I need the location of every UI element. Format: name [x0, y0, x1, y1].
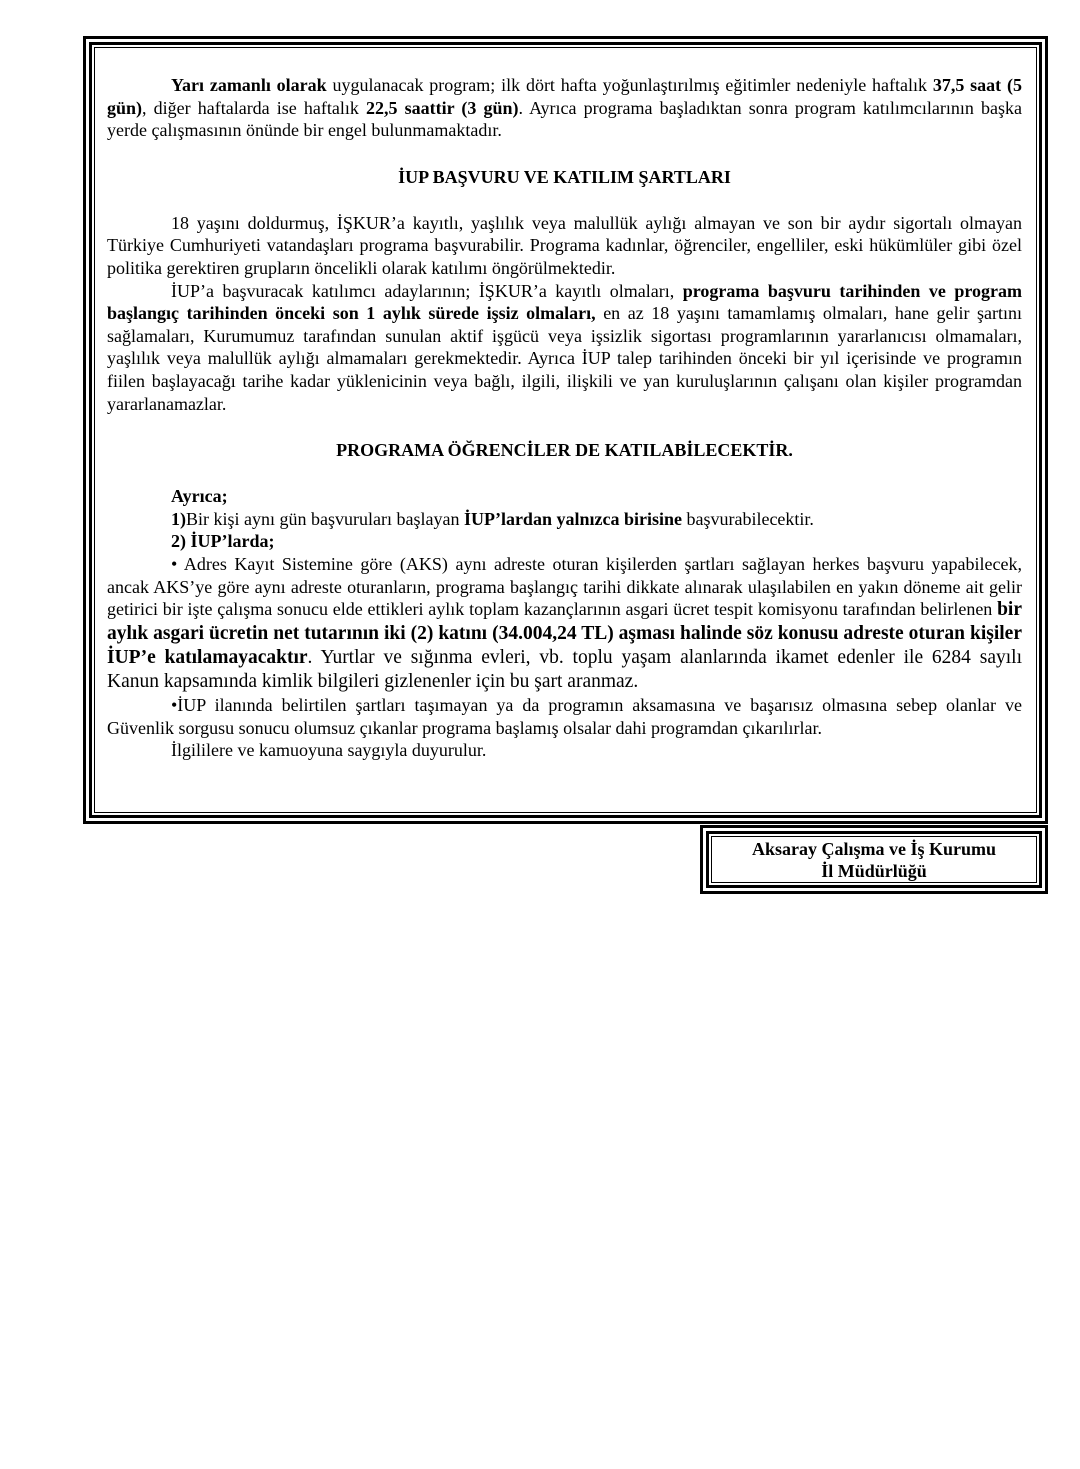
text-segment: • Adres Kayıt Sistemine göre (AKS) aynı adreste oturan kişilerden şartları sağlayan herkes başvuru yapabilecek, ancak AKS’ye göre aynı adreste oturanların, programa başlangıç tarihi dikkate alınarak ulaşılabilen en yakın döneme ait gelir getirici bir işte çalışma sonucu elde ettikleri aylık toplam kazançlarının asgari ücret tespit komisyonu tarafından belirlenen — [107, 553, 1022, 620]
working-hours-paragraph — [107, 74, 1022, 142]
aks-bullet — [107, 553, 1022, 694]
closing-line: İlgililere ve kamuoyuna saygıyla duyurulur. — [171, 740, 487, 761]
text-segment: . Ayrıca programa başladıktan sonra program katılımcılarının başka yerde çalışmasının önünde bir engel bulunmamaktadır. — [107, 97, 1023, 141]
signature-content — [711, 836, 1037, 883]
bold-hours-37: 37,5 saat (5 gün) — [107, 75, 1023, 118]
signature-line-1: Aksaray Çalışma ve İş Kurumu — [751, 838, 997, 859]
text-segment: uygulanacak program; ilk dört hafta yoğunlaştırılmış eğitimler nedeniyle haftalık — [326, 75, 933, 95]
bold-hours-22: 22,5 saattir (3 gün) — [366, 97, 519, 118]
rule-item-1 — [107, 508, 1022, 531]
item-2-heading: 2) İUP’larda; — [171, 531, 275, 552]
text-segment: , diğer haftalarda ise haftalık — [142, 97, 366, 118]
announcement-frame-inner — [89, 42, 1042, 818]
text-segment: İUP’a başvuracak katılımcı adaylarının; İŞKUR’a kayıtlı olmaları, — [171, 280, 683, 301]
bold-only-one: İUP’lardan yalnızca birisine — [463, 508, 682, 529]
announcement-frame — [83, 36, 1048, 824]
section-heading-requirements: İUP BAŞVURU VE KATILIM ŞARTLARI — [398, 166, 731, 187]
text-segment: en az 18 yaşını tamamlamış olmaları, hane gelir şartını sağlamaları, Kurumumuz tarafından sunulan aktif işgücü veya işsizlik sigortası programlarının yararlanıcısı olmamaları, yaşlılık veya malullük aylığı almamaları gerekmektedir. Ayrıca İUP talep tarihinden önceki bir yıl içerisinde ve programın fiilen başlayacağı tarihe kadar yüklenicinin veya bağlı, ilgili, ilişkili ve yan kuruluşlarının çalışanı olan kişiler programdan yararlanamazlar. — [107, 303, 1022, 414]
also-label — [107, 485, 1022, 508]
item-number: 1) — [171, 508, 186, 529]
announcement-body — [94, 47, 1037, 813]
section-heading-students: PROGRAMA ÖĞRENCİLER DE KATILABİLECEKTİR. — [336, 440, 793, 461]
removal-bullet: •İUP ilanında belirtilen şartları taşımayan ya da programın aksamasına ve başarısız olmasına sebep olanlar ve Güvenlik sorgusu sonucu olumsuz çıkanlar programa başlamış olsalar dahi programdan çıkarılırlar. — [107, 695, 1022, 738]
text-segment: . Yurtlar ve sığınma evleri, vb. toplu yaşam alanlarında ikamet edenler ile 6284 sayılı Kanun kapsamında kimlik bilgileri gizlenenler için bu şart aranmaz. — [107, 647, 1022, 693]
text-segment: Bir kişi aynı gün başvuruları başlayan — [186, 508, 464, 529]
conditions-paragraph — [107, 280, 1022, 416]
signature-line-2: İl Müdürlüğü — [821, 860, 927, 881]
bold-unemployment-condition: programa başvuru tarihinden ve program başlangıç tarihinden önceki son 1 aylık sürede işsiz olmaları, — [107, 280, 1022, 324]
text-segment: başvurabilecektir. — [681, 508, 814, 529]
bold-income-limit: bir aylık asgari ücretin net tutarının iki (2) katını (34.004,24 TL) aşması halinde söz konusu adreste oturan kişiler İUP’e katılamayacaktır — [107, 599, 1022, 669]
bold-part-time: Yarı zamanlı olarak — [171, 75, 327, 95]
also-text: Ayrıca; — [171, 486, 228, 507]
rule-item-2 — [107, 530, 1022, 553]
eligibility-paragraph: 18 yaşını doldurmuş, İŞKUR’a kayıtlı, yaşlılık veya malullük aylığı almayan ve son bir aydır sigortalı olmayan Türkiye Cumhuriyeti vatandaşları programa başvurabilir. Programa kadınlar, öğrenciler, engelliler, eski hükümlüler gibi özel politika gerektiren grupların öncelikli olarak katılımı öngörülmektedir. — [107, 212, 1022, 278]
signature-box-inner — [706, 831, 1042, 888]
signature-box — [700, 825, 1048, 894]
